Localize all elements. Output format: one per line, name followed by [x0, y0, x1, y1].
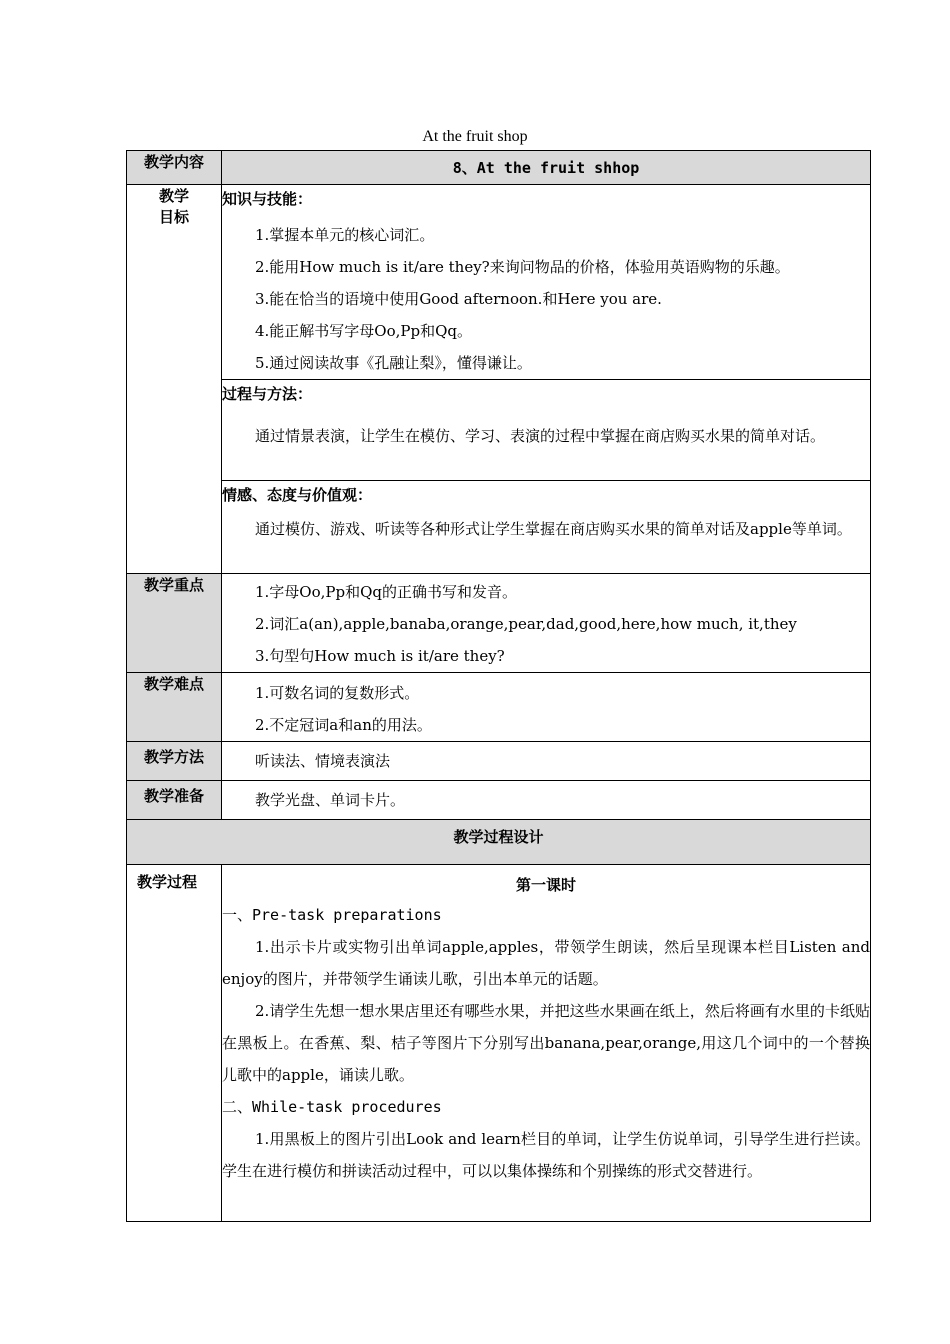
knowledge-heading: 知识与技能： — [222, 190, 313, 208]
value-teaching-content: 8、At the fruit shhop — [222, 151, 871, 185]
label-key-points: 教学重点 — [127, 574, 222, 673]
process-text: 通过情景表演，让学生在模仿、学习、表演的过程中掌握在商店购买水果的简单对话。 — [255, 427, 826, 445]
label-goals — [127, 185, 222, 574]
row-goals-knowledge — [127, 185, 871, 380]
row-difficulties — [127, 673, 871, 742]
knowledge-item: 2.能用How much is it/are they?来询问物品的价格，体验用英语购物的乐趣。 — [255, 258, 790, 276]
knowledge-item: 5.通过阅读故事《孔融让梨》，懂得谦让。 — [255, 354, 532, 372]
methods-cell — [222, 742, 871, 781]
key-point-item: 3.句型句How much is it/are they? — [255, 647, 505, 665]
label-preparation: 教学准备 — [127, 781, 222, 820]
row-methods — [127, 742, 871, 781]
knowledge-item: 4.能正解书写字母Oo,Pp和Qq。 — [255, 322, 473, 340]
goals-knowledge-cell — [222, 185, 871, 380]
row-preparation — [127, 781, 871, 820]
goals-process-cell — [222, 380, 871, 481]
label-teaching-content: 教学内容 — [127, 151, 222, 185]
label-process: 教学过程 — [127, 865, 222, 1222]
attitude-text: 通过模仿、游戏、听读等各种形式让学生掌握在商店购买水果的简单对话及apple等单词。 — [255, 520, 852, 538]
row-goals-process — [127, 380, 871, 481]
process-cell — [222, 865, 871, 1222]
document-title: At the fruit shop — [422, 128, 528, 145]
knowledge-item: 1.掌握本单元的核心词汇。 — [255, 226, 435, 244]
row-key-points — [127, 574, 871, 673]
knowledge-item: 3.能在恰当的语境中使用Good afternoon.和Here you are. — [255, 290, 662, 308]
difficulties-cell — [222, 673, 871, 742]
key-point-item: 1.字母Oo,Pp和Qq的正确书写和发音。 — [255, 583, 518, 601]
row-design-header — [127, 820, 871, 865]
design-header: 教学过程设计 — [127, 820, 871, 865]
pre-task-paragraph: 1.出示卡片或实物引出单词apple,apples，带领学生朗读，然后呈现课本栏目Listen and enjoy的图片，并带领学生诵读儿歌，引出本单元的话题。 — [222, 938, 870, 988]
difficulty-item: 2.不定冠词a和an的用法。 — [255, 716, 432, 734]
key-point-item: 2.词汇a(an),apple,banaba,orange,pear,dad,good,here,how much, it,they — [255, 615, 797, 633]
row-process — [127, 865, 871, 1222]
while-task-heading: 二、While-task procedures — [222, 1098, 442, 1116]
pre-task-heading: 一、Pre-task preparations — [222, 906, 442, 924]
while-task-paragraph: 1.用黑板上的图片引出Look and learn栏目的单词，让学生仿说单词，引导学生进行拦读。学生在进行模仿和拼读活动过程中，可以以集体操练和个别操练的形式交替进行。 — [222, 1130, 870, 1180]
process-heading: 过程与方法： — [222, 385, 313, 403]
methods-value: 听读法、情境表演法 — [255, 752, 391, 770]
lesson-title: 第一课时 — [515, 876, 576, 894]
goals-attitude-cell — [222, 481, 871, 574]
difficulty-item: 1.可数名词的复数形式。 — [255, 684, 420, 702]
label-goals-line1: 教学 — [158, 187, 189, 205]
row-teaching-content — [127, 151, 871, 185]
row-goals-attitude — [127, 481, 871, 574]
pre-task-paragraph: 2.请学生先想一想水果店里还有哪些水果，并把这些水果画在纸上，然后将画有水里的卡纸贴在黑板上。在香蕉、梨、桔子等图片下分别写出banana,pear,orange,用这几个词中的一个替换儿歌中的apple，诵读儿歌。 — [222, 1002, 870, 1084]
label-goals-line2: 目标 — [158, 208, 189, 226]
key-points-cell — [222, 574, 871, 673]
lesson-plan-table — [126, 150, 871, 1222]
attitude-heading: 情感、态度与价值观： — [222, 486, 373, 504]
label-methods: 教学方法 — [127, 742, 222, 781]
preparation-cell — [222, 781, 871, 820]
label-difficulties: 教学难点 — [127, 673, 222, 742]
preparation-value: 教学光盘、单词卡片。 — [255, 791, 406, 809]
